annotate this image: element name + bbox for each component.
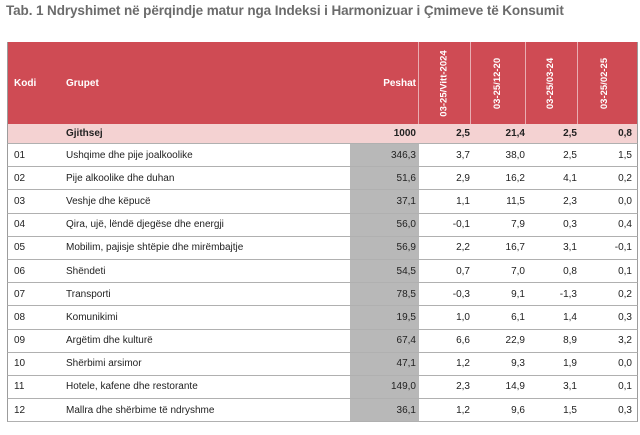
cell-weight: 51,6 — [396, 172, 416, 184]
cell-weight: 36,1 — [396, 404, 416, 416]
cell-group: Pije alkoolike dhe duhan — [66, 172, 175, 184]
cell-code: 11 — [14, 381, 25, 393]
cell-v3: 2,3 — [563, 195, 577, 207]
cell-code: 08 — [14, 311, 26, 323]
table-row — [7, 144, 638, 167]
cell-group: Ushqime dhe pije joalkoolike — [66, 149, 193, 161]
table-row — [7, 237, 638, 260]
table-body — [7, 144, 638, 422]
cell-v3: 2,5 — [563, 149, 577, 161]
cell-code: 09 — [14, 335, 26, 347]
cell-v3: 0,3 — [563, 219, 577, 231]
table-row — [7, 167, 638, 190]
cell-v4: 0,2 — [618, 172, 632, 184]
cell-v2: 6,1 — [511, 311, 525, 323]
cell-group: Transporti — [66, 288, 111, 300]
cell-code: 01 — [14, 149, 26, 161]
cell-weight: 346,3 — [390, 149, 416, 161]
cell-v3: 4,1 — [563, 172, 577, 184]
cell-v1: 1,2 — [456, 358, 470, 370]
cell-group: Mallra dhe shërbime të ndryshme — [66, 404, 215, 416]
hicp-table — [7, 42, 638, 422]
cell-code: 05 — [14, 242, 26, 254]
cell-v2: 11,5 — [506, 195, 525, 207]
cell-v2: 9,1 — [511, 288, 525, 300]
cell-v4: 0,0 — [618, 358, 632, 370]
cell-v3: 1,5 — [563, 404, 577, 416]
cell-v3: 3,1 — [563, 242, 577, 254]
cell-v2: 38,0 — [505, 149, 525, 161]
cell-group: Argëtim dhe kulturë — [66, 335, 153, 347]
cell-v4: 0,1 — [618, 265, 632, 277]
cell-weight: 37,1 — [396, 195, 416, 207]
cell-v4: 0,0 — [618, 195, 632, 207]
header-period-2: 03-25/12-20 — [491, 57, 503, 109]
cell-weight: 149,0 — [390, 381, 416, 393]
cell-v2: 16,7 — [505, 242, 525, 254]
cell-v1: 3,7 — [456, 149, 470, 161]
table-row — [7, 190, 638, 213]
total-v3: 2,5 — [563, 128, 577, 139]
cell-v1: 1,0 — [456, 311, 470, 323]
table-title: Tab. 1 Ndryshimet në përqindje matur nga Indeksi i Harmonizuar i Çmimeve të Konsumit — [6, 3, 564, 18]
cell-v2: 16,2 — [505, 172, 525, 184]
cell-code: 10 — [14, 358, 26, 370]
header-weights: Peshat — [383, 77, 416, 89]
cell-code: 04 — [14, 219, 26, 231]
cell-v4: 3,2 — [618, 335, 632, 347]
total-v1: 2,5 — [456, 128, 470, 139]
table-row — [7, 306, 638, 329]
cell-v4: 0,2 — [618, 288, 632, 300]
cell-v4: 0,3 — [618, 311, 632, 323]
cell-v2: 7,0 — [511, 265, 525, 277]
header-group: Grupet — [66, 77, 99, 89]
cell-v3: 1,4 — [563, 311, 577, 323]
total-row — [7, 124, 638, 144]
cell-group: Hotele, kafene dhe restorante — [66, 381, 198, 393]
total-v2: 21,4 — [505, 128, 525, 139]
cell-code: 03 — [14, 195, 26, 207]
cell-code: 12 — [14, 404, 26, 416]
cell-v2: 14,9 — [505, 381, 525, 393]
table-row — [7, 353, 638, 376]
cell-v4: -0,1 — [614, 242, 632, 254]
cell-weight: 56,0 — [396, 219, 416, 231]
table-row — [7, 376, 638, 399]
table-row — [7, 260, 638, 283]
table-row — [7, 283, 638, 306]
cell-v1: 0,7 — [456, 265, 470, 277]
header-period-4: 03-25/02-25 — [598, 57, 610, 109]
cell-v4: 0,1 — [618, 381, 632, 393]
cell-weight: 54,5 — [396, 265, 416, 277]
table-row — [7, 399, 638, 422]
table-row — [7, 214, 638, 237]
cell-group: Shërbimi arsimor — [66, 358, 142, 370]
cell-group: Mobilim, pajisje shtëpie dhe mirëmbajtje — [66, 242, 244, 254]
cell-v4: 1,5 — [618, 149, 632, 161]
cell-v2: 7,9 — [511, 219, 525, 231]
total-weight: 1000 — [393, 128, 416, 139]
header-code: Kodi — [14, 77, 37, 89]
table-header — [7, 42, 638, 124]
cell-v2: 9,3 — [511, 358, 525, 370]
cell-v2: 9,6 — [511, 404, 525, 416]
cell-v3: -1,3 — [559, 288, 577, 300]
cell-group: Qira, ujë, lëndë djegëse dhe energji — [66, 219, 224, 231]
cell-group: Veshje dhe këpucë — [66, 195, 151, 207]
cell-v1: 6,6 — [456, 335, 470, 347]
cell-v1: -0,3 — [452, 288, 470, 300]
cell-code: 06 — [14, 265, 26, 277]
cell-v1: 2,2 — [456, 242, 470, 254]
cell-v4: 0,4 — [618, 219, 632, 231]
cell-v4: 0,3 — [618, 404, 632, 416]
cell-weight: 78,5 — [396, 288, 416, 300]
cell-v1: 2,3 — [456, 381, 470, 393]
total-label: Gjithsej — [66, 128, 103, 139]
cell-weight: 67,4 — [396, 335, 416, 347]
table-row — [7, 330, 638, 353]
header-period-1: 03-25/Vitt-2024 — [438, 49, 450, 117]
cell-code: 02 — [14, 172, 26, 184]
cell-v3: 1,9 — [563, 358, 577, 370]
cell-code: 07 — [14, 288, 26, 300]
cell-group: Shëndeti — [66, 265, 106, 277]
cell-v1: 2,9 — [456, 172, 470, 184]
cell-v1: 1,1 — [456, 195, 470, 207]
cell-v3: 3,1 — [563, 381, 577, 393]
cell-weight: 56,9 — [396, 242, 416, 254]
cell-v3: 0,8 — [563, 265, 577, 277]
cell-group: Komunikimi — [66, 311, 118, 323]
cell-v3: 8,9 — [563, 335, 577, 347]
total-v4: 0,8 — [618, 128, 632, 139]
cell-v1: -0,1 — [452, 219, 470, 231]
cell-v1: 1,2 — [456, 404, 470, 416]
cell-v2: 22,9 — [505, 335, 525, 347]
cell-weight: 19,5 — [396, 311, 416, 323]
cell-weight: 47,1 — [396, 358, 416, 370]
header-period-3: 03-25/03-24 — [545, 57, 557, 109]
